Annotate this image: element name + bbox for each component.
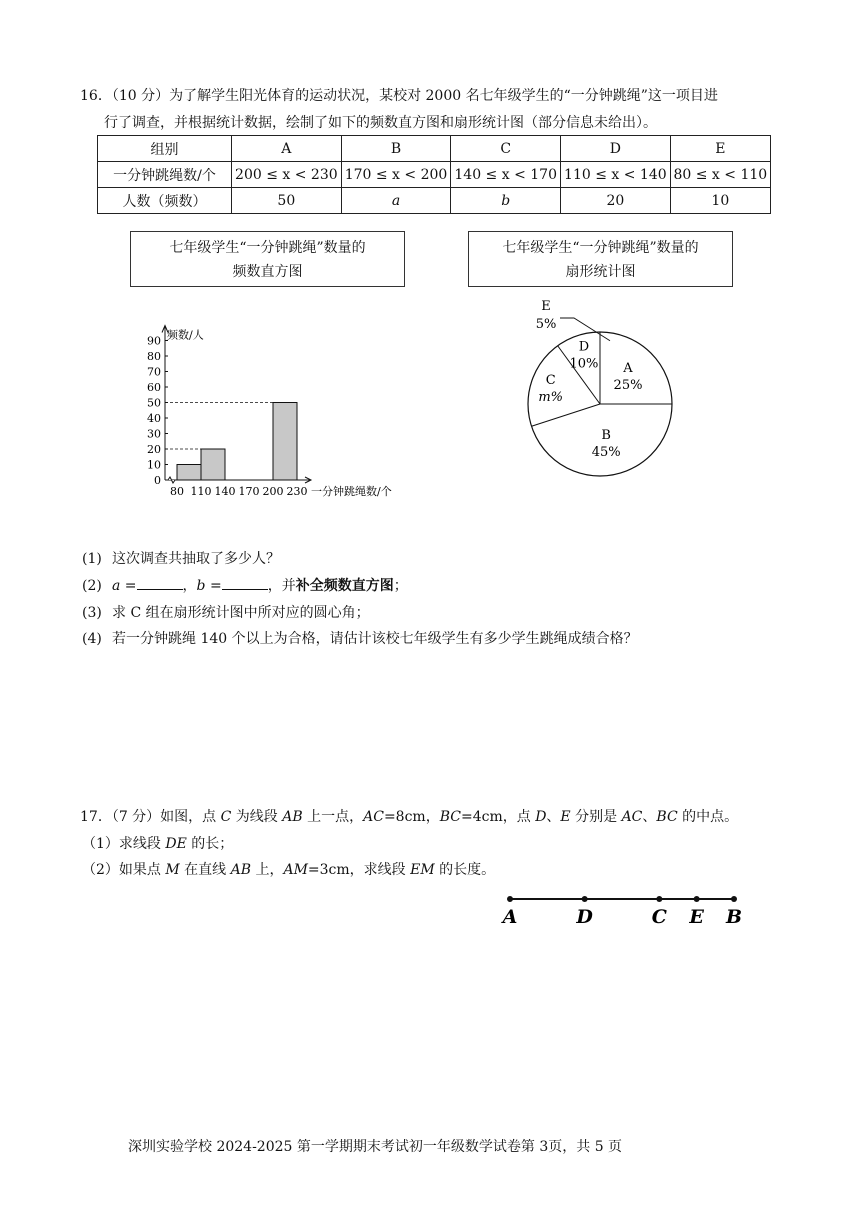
- table-cell: [451, 188, 561, 214]
- q16-subquestion-4: [82, 628, 638, 648]
- q17-line1-text: 、: [642, 809, 657, 825]
- table-cell-var: a: [391, 192, 401, 209]
- subquestion-number: (3): [82, 605, 102, 621]
- q17-line3-var: M: [165, 862, 180, 878]
- q17-intro-line1: [80, 806, 738, 826]
- table-cell: [341, 188, 451, 214]
- histogram-title-box: [130, 231, 405, 287]
- q17-line1-var: BC: [656, 809, 678, 825]
- q17-line3-var: AB: [230, 862, 252, 878]
- table-cell: 200 ≤ x < 230: [232, 162, 342, 188]
- q17-subquestion-2: [82, 859, 495, 879]
- q17-line3-text: 上，: [251, 862, 284, 878]
- table-cell: C: [451, 136, 561, 162]
- q17-line1-var: AB: [282, 809, 303, 825]
- table-cell-var: b: [501, 192, 511, 209]
- segment-point-label: C: [651, 906, 667, 928]
- table-cell: 10: [670, 188, 770, 214]
- table-cell: 50: [232, 188, 342, 214]
- separator: ，: [182, 578, 197, 594]
- pie-label: B: [601, 428, 611, 444]
- subquestion-number: (4): [82, 631, 102, 647]
- pie-value-label: m%: [538, 389, 564, 405]
- x-tick-label: 80: [170, 485, 184, 498]
- x-tick-label: 170: [238, 485, 260, 498]
- subquestion-text: 这次调查共抽取了多少人？: [112, 551, 280, 567]
- table-cell: 人数（频数）: [98, 188, 232, 214]
- q17-line1-text: 为线段: [231, 809, 283, 825]
- equals-sign: =: [205, 578, 222, 594]
- segment-point: [582, 896, 588, 902]
- y-tick-label: 30: [147, 427, 161, 441]
- pie-label: A: [623, 360, 633, 376]
- histogram-bar: [201, 449, 225, 480]
- table-cell: 20: [561, 188, 671, 214]
- segment-point: [731, 896, 737, 902]
- var-b: b: [196, 578, 206, 594]
- q17-line3-text: =3cm，求线段: [307, 862, 411, 878]
- pie-title-line2: 扇形统计图: [565, 264, 636, 280]
- pie-label: C: [545, 372, 556, 388]
- q17-line2-text: 的长；: [186, 836, 234, 852]
- table-cell: E: [670, 136, 770, 162]
- pie-label: E: [541, 299, 551, 314]
- q17-line1-text: 分别是: [570, 809, 622, 825]
- segment-point-label: E: [689, 906, 704, 928]
- histogram-bar: [273, 403, 297, 481]
- q17-line1-var: AC: [621, 809, 643, 825]
- subquestion-tail-end: ；: [393, 578, 408, 594]
- q17-line1-var: C: [220, 809, 232, 825]
- histogram-title-line1: 七年级学生“一分钟跳绳”数量的: [169, 240, 366, 256]
- segment-point: [507, 896, 513, 902]
- q17-line3-var: EM: [410, 862, 435, 878]
- x-tick-label: 110: [190, 485, 212, 498]
- q17-line1-var: AC: [363, 809, 384, 825]
- table-cell: 一分钟跳绳数/个: [98, 162, 232, 188]
- subquestion-text: 若一分钟跳绳 140 个以上为合格，请估计该校七年级学生有多少学生跳绳成绩合格？: [112, 631, 638, 647]
- q17-line1-text: 上一点，: [302, 809, 364, 825]
- q17-line3-text: 的长度。: [434, 862, 496, 878]
- x-tick-label: 200: [262, 485, 284, 498]
- segment-point-label: D: [576, 906, 593, 928]
- y-tick-label: 0: [154, 474, 161, 487]
- y-axis-label: 频数/人: [167, 328, 204, 342]
- y-tick-label: 70: [147, 365, 161, 379]
- frequency-table: [97, 135, 771, 214]
- answer-blank-b[interactable]: [222, 575, 268, 590]
- histogram-bar: [177, 465, 201, 481]
- y-tick-label: 80: [147, 350, 161, 363]
- pie-value-label: 25%: [613, 377, 643, 393]
- x-tick-label: 230: [286, 485, 308, 498]
- x-tick-label: 140: [214, 485, 236, 498]
- y-tick-label: 20: [147, 443, 161, 456]
- q17-line3-text: （2）如果点: [82, 862, 166, 878]
- subquestion-number: (2): [82, 578, 102, 594]
- y-tick-label: 90: [147, 334, 161, 348]
- q17-subquestion-1: [82, 833, 233, 853]
- var-a: a: [112, 578, 121, 594]
- subquestion-tail: ，并: [267, 578, 296, 594]
- axis-break: [168, 477, 175, 483]
- q16-intro-line1: 16．（10 分）为了解学生阳光体育的运动状况，某校对 2000 名七年级学生的“一分钟跳绳”这一项目进: [80, 88, 718, 104]
- segment-point: [656, 896, 662, 902]
- y-tick-label: 10: [147, 458, 161, 472]
- pie-chart: [500, 290, 700, 490]
- q17-line1-text: =4cm，点: [460, 809, 536, 825]
- q17-line1-var: BC: [439, 809, 461, 825]
- table-cell: 组别: [98, 136, 232, 162]
- frequency-histogram: [140, 305, 420, 505]
- subquestion-number: (1): [82, 551, 102, 567]
- line-segment-diagram: [490, 885, 760, 935]
- q17-line3-text: 在直线: [179, 862, 231, 878]
- table-row: [98, 188, 771, 214]
- table-cell: B: [341, 136, 451, 162]
- pie-value-label: 45%: [591, 445, 621, 461]
- q17-line1-text: 17．（7 分）如图，点: [80, 809, 221, 825]
- table-cell: A: [232, 136, 342, 162]
- table-cell: 110 ≤ x < 140: [561, 162, 671, 188]
- q17-line1-text: 、: [546, 809, 561, 825]
- subquestion-bold-text: 补全频数直方图: [295, 578, 394, 594]
- pie-label: D: [578, 339, 590, 355]
- q17-line2-var: DE: [165, 836, 187, 852]
- q16-subquestion-1: [82, 548, 280, 568]
- y-tick-label: 40: [147, 412, 161, 425]
- table-cell: 170 ≤ x < 200: [341, 162, 451, 188]
- pie-value-label: 10%: [569, 356, 599, 372]
- q17-line1-var: E: [560, 809, 571, 825]
- pie-value-label: 5%: [535, 317, 557, 332]
- x-axis-label: 一分钟跳绳数/个: [311, 485, 392, 498]
- pie-title-box: [468, 231, 733, 287]
- q17-line1-text: =8cm，: [383, 809, 440, 825]
- segment-point-label: A: [502, 906, 518, 928]
- y-tick-label: 60: [147, 381, 161, 394]
- q17-line1-var: D: [535, 809, 547, 825]
- q16-intro-line2: 行了调查，并根据统计数据，绘制了如下的频数直方图和扇形统计图（部分信息未给出）。: [104, 115, 657, 131]
- table-cell: 80 ≤ x < 110: [670, 162, 770, 188]
- q16-subquestion-2: [82, 575, 408, 595]
- subquestion-text: 求 C 组在扇形统计图中所对应的圆心角；: [112, 605, 370, 621]
- segment-point: [694, 896, 700, 902]
- table-cell: D: [561, 136, 671, 162]
- table-row: [98, 162, 771, 188]
- page-footer: 深圳实验学校 2024-2025 第一学期期末考试初一年级数学试卷第 3页，共 5 页: [128, 1139, 623, 1155]
- pie-title-line1: 七年级学生“一分钟跳绳”数量的: [502, 240, 699, 256]
- histogram-title-line2: 频数直方图: [232, 264, 303, 280]
- q17-line2-text: （1）求线段: [82, 836, 166, 852]
- table-cell: 140 ≤ x < 170: [451, 162, 561, 188]
- q17-line3-var: AM: [283, 862, 308, 878]
- equals-sign: =: [120, 578, 137, 594]
- q17-line1-text: 的中点。: [677, 809, 739, 825]
- segment-point-label: B: [725, 906, 743, 928]
- table-row: [98, 136, 771, 162]
- answer-blank-a[interactable]: [137, 575, 183, 590]
- y-tick-label: 50: [147, 396, 161, 410]
- q16-subquestion-3: [82, 602, 370, 622]
